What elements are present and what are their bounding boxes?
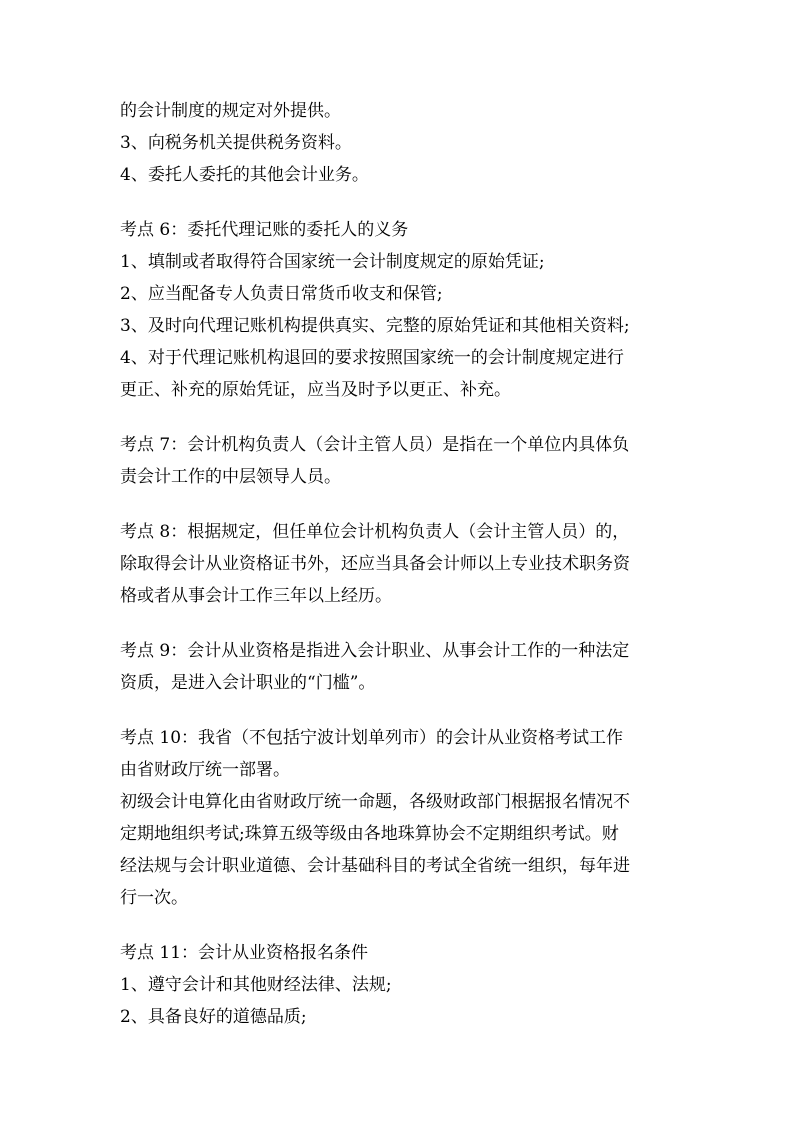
section-heading: 考点 8：根据规定，但任单位会计机构负责人（会计主管人员）的， <box>120 522 630 542</box>
text-line: 初级会计电算化由省财政厅统一命题，各级财政部门根据报名情况不 <box>120 792 630 812</box>
text-line: 1、遵守会计和其他财经法律、法规; <box>120 975 392 995</box>
paragraph-gap <box>120 406 676 429</box>
text-line: 2、具备良好的道德品质; <box>120 1007 307 1027</box>
section-heading: 考点 10：我省（不包括宁波计划单列市）的会计从业资格考试工作 <box>120 728 624 748</box>
text-line: 1、填制或者取得符合国家统一会计制度规定的原始凭证; <box>120 252 545 272</box>
text-line: 责会计工作的中层领导人员。 <box>120 467 341 487</box>
paragraph-gap <box>120 191 676 214</box>
text-line: 定期地组织考试;珠算五级等级由各地珠算协会不定期组织考试。财 <box>120 824 619 844</box>
text-line: 3、及时向代理记账机构提供真实、完整的原始凭证和其他相关资料; <box>120 316 630 336</box>
paragraph-gap <box>120 612 676 635</box>
section-heading: 考点 11：会计从业资格报名条件 <box>120 943 369 963</box>
text-line: 资质，是进入会计职业的“门槛”。 <box>120 673 376 693</box>
text-line: 更正、补充的原始凭证，应当及时予以更正、补充。 <box>120 380 511 400</box>
text-line: 除取得会计从业资格证书外，还应当具备会计师以上专业技术职务资 <box>120 554 630 574</box>
paragraph-gap <box>120 914 676 937</box>
section-heading: 考点 6：委托代理记账的委托人的义务 <box>120 220 409 240</box>
section-heading: 考点 7：会计机构负责人（会计主管人员）是指在一个单位内具体负 <box>120 435 630 455</box>
document-body <box>120 95 676 1033</box>
text-line: 4、委托人委托的其他会计业务。 <box>120 165 369 185</box>
text-line: 行一次。 <box>120 888 188 908</box>
text-line: 经法规与会计职业道德、会计基础科目的考试全省统一组织，每年进 <box>120 856 630 876</box>
section-heading: 考点 9：会计从业资格是指进入会计职业、从事会计工作的一种法定 <box>120 641 630 661</box>
paragraph-gap <box>120 699 676 722</box>
paragraph-gap <box>120 493 676 516</box>
text-line: 4、对于代理记账机构退回的要求按照国家统一的会计制度规定进行 <box>120 348 624 368</box>
text-line: 2、应当配备专人负责日常货币收支和保管; <box>120 284 443 304</box>
text-line: 格或者从事会计工作三年以上经历。 <box>120 586 392 606</box>
text-line: 由省财政厅统一部署。 <box>120 760 290 780</box>
text-line: 的会计制度的规定对外提供。 <box>120 101 341 121</box>
text-line: 3、向税务机关提供税务资料。 <box>120 133 352 153</box>
